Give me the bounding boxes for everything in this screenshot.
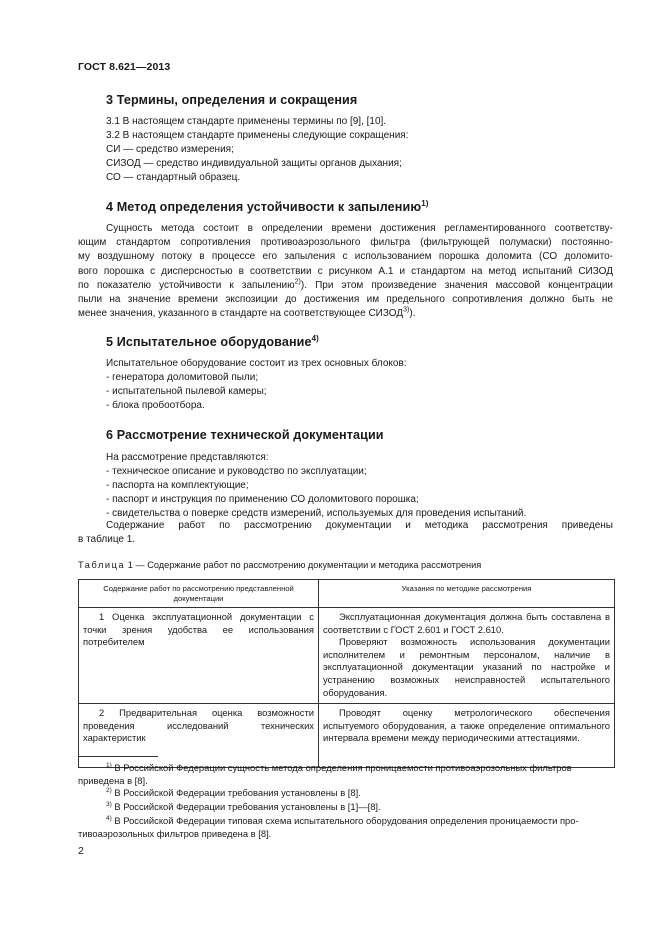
table-cell xyxy=(319,608,615,704)
footnote-1-line-2: приведена в [8]. xyxy=(78,774,148,786)
s6-line-4: - паспорт и инструкция по применению СО доломитового порошка; xyxy=(106,494,419,505)
s4-line-2: ющим стандартом сопротивления противоаэрозольного фильтра (фильтрующей полумаски) постоянно- xyxy=(78,237,613,249)
s5-line-2: - генератора доломитовой пыли; xyxy=(106,372,259,383)
s6-para-line-1: Содержание работ по рассмотрению документации и методика рассмотрения приведены xyxy=(106,520,613,531)
standard-header: ГОСТ 8.621—2013 xyxy=(78,61,171,73)
s5-line-4: - блока пробоотбора. xyxy=(106,400,205,411)
footnote-4-text-1: В Российской Федерации типовая схема испытательного оборудования определения проницаемости про- xyxy=(114,815,579,826)
footnote-ref-3: 3) xyxy=(403,306,410,314)
s6-line-5: - свидетельства о поверке средств измерений, используемых для проведения испытаний. xyxy=(106,508,527,519)
footnote-1 xyxy=(78,762,614,788)
s6-line-3: - паспорта на комплектующие; xyxy=(106,480,249,491)
table-row xyxy=(79,608,615,704)
table-caption-prefix: Таблица xyxy=(78,560,126,570)
footnote-1-mark: 1) xyxy=(106,761,112,769)
section-4-heading xyxy=(106,199,429,214)
footnote-separator xyxy=(78,756,158,757)
table-caption xyxy=(78,560,481,570)
footnote-4-line-1 xyxy=(78,815,614,828)
s4-line-5 xyxy=(78,279,613,293)
s4-line-3: му воздушному потоку в процессе его запыления с использованием порошка доломита (СО доломито- xyxy=(78,251,613,263)
table-header-col-2: Указания по методике рассмотрения xyxy=(319,580,615,608)
footnote-4 xyxy=(78,815,614,841)
s4-line-1: Сущность метода состоит в определении времени достижения регламентированного соответству- xyxy=(106,223,613,234)
s4-line-7a: менее значения, указанного в стандарте на соответствующее СИЗОД xyxy=(78,308,404,320)
footnote-2-line-1 xyxy=(78,787,614,800)
s4-line-6: пыли на значение времени экспозиции до достижения им предельного сопротивления должно быть не xyxy=(78,294,613,306)
table-row xyxy=(79,704,615,768)
page-number: 2 xyxy=(78,845,84,857)
section-4-title: 4 Метод определения устойчивости к запылению xyxy=(106,200,422,215)
section-6-heading: 6 Рассмотрение технической документации xyxy=(106,428,384,442)
s4-line-5b: ). При этом произведение значения массовой концентрации xyxy=(300,279,613,291)
s5-line-1: Испытательное оборудование состоит из трех основных блоков: xyxy=(106,358,407,369)
s5-line-3: - испытательной пылевой камеры; xyxy=(106,386,267,397)
section-3-heading: 3 Термины, определения и сокращения xyxy=(106,93,358,107)
s4-line-7 xyxy=(78,307,613,321)
s3-line-4: СИЗОД — средство индивидуальной защиты органов дыхания; xyxy=(106,158,402,169)
s4-line-4: вого порошка с дисперсностью в соответствии с рисунком А.1 и стандартом на метод испытаний СИЗОД xyxy=(78,265,613,277)
table-header-row xyxy=(79,580,615,608)
row-2-right-p1: Проводят оценку метрологического обеспечения испытуемого оборудования, а также определение оптимального интервала времени между периодическими аттестациями. xyxy=(323,707,610,744)
row-1-left: 1 Оценка эксплуатационной документации с точки зрения удобства ее использования потребителем xyxy=(83,611,314,648)
s6-line-1: На рассмотрение представляются: xyxy=(106,452,269,463)
s4-line-7b: ). xyxy=(409,308,416,320)
s3-line-3: СИ — средство измерения; xyxy=(106,144,234,155)
footnote-1-line-1 xyxy=(78,762,614,775)
footnote-ref-1: 1) xyxy=(421,199,429,208)
row-1-right-p2: Проверяют возможность использования документации исполнителем и ремонтным персоналом, наличие в эксплуатационной документации указаний по настройке и устранению возможных неисправностей испытательного оборудования. xyxy=(323,636,610,698)
section-6-paragraph xyxy=(78,519,613,547)
footnote-2-mark: 2) xyxy=(106,786,112,794)
footnote-2-text-1: В Российской Федерации требования установлены в [8]. xyxy=(114,787,361,798)
footnote-3 xyxy=(78,801,614,814)
s6-para-line-2: в таблице 1. xyxy=(78,534,136,546)
s6-line-2: - техническое описание и руководство по эксплуатации; xyxy=(106,466,367,477)
footnote-ref-4: 4) xyxy=(311,334,319,343)
row-1-right-p1: Эксплуатационная документация должна быть составлена в соответствии с ГОСТ 2.601 и ГОСТ 2.610. xyxy=(323,611,610,635)
footnote-2 xyxy=(78,787,614,800)
s3-line-5: СО — стандартный образец. xyxy=(106,172,241,183)
section-4-paragraph xyxy=(78,222,613,321)
table-header-col-1: Содержание работ по рассмотрению представленной документации xyxy=(79,580,319,608)
s3-line-2: 3.2 В настоящем стандарте применены следующие сокращения: xyxy=(106,130,409,141)
section-5-heading xyxy=(106,334,319,349)
row-2-left: 2 Предварительная оценка возможности проведения исследований технических характеристик xyxy=(83,707,314,744)
s3-line-1: 3.1 В настоящем стандарте применены термины по [9], [10]. xyxy=(106,116,387,127)
footnote-3-mark: 3) xyxy=(106,800,112,808)
review-table xyxy=(78,579,615,768)
table-cell xyxy=(319,704,615,768)
footnote-3-text-1: В Российской Федерации требования установлены в [1]—[8]. xyxy=(114,801,381,812)
footnote-4-line-2: тивоаэрозольных фильтров приведена в [8]. xyxy=(78,827,272,839)
table-caption-text: 1 — Содержание работ по рассмотрению документации и методика рассмотрения xyxy=(125,560,482,570)
section-5-title: 5 Испытательное оборудование xyxy=(106,335,312,350)
s4-line-5a: по показателю устойчивости к запылению xyxy=(78,279,295,291)
footnote-4-mark: 4) xyxy=(106,814,112,822)
footnote-1-text-1: В Российской Федерации сущность метода определения проницаемости противоаэрозольных фильтров xyxy=(114,762,572,773)
footnote-ref-2: 2) xyxy=(294,278,301,286)
footnote-3-line-1 xyxy=(78,801,614,814)
table-cell xyxy=(79,608,319,704)
table-cell xyxy=(79,704,319,768)
